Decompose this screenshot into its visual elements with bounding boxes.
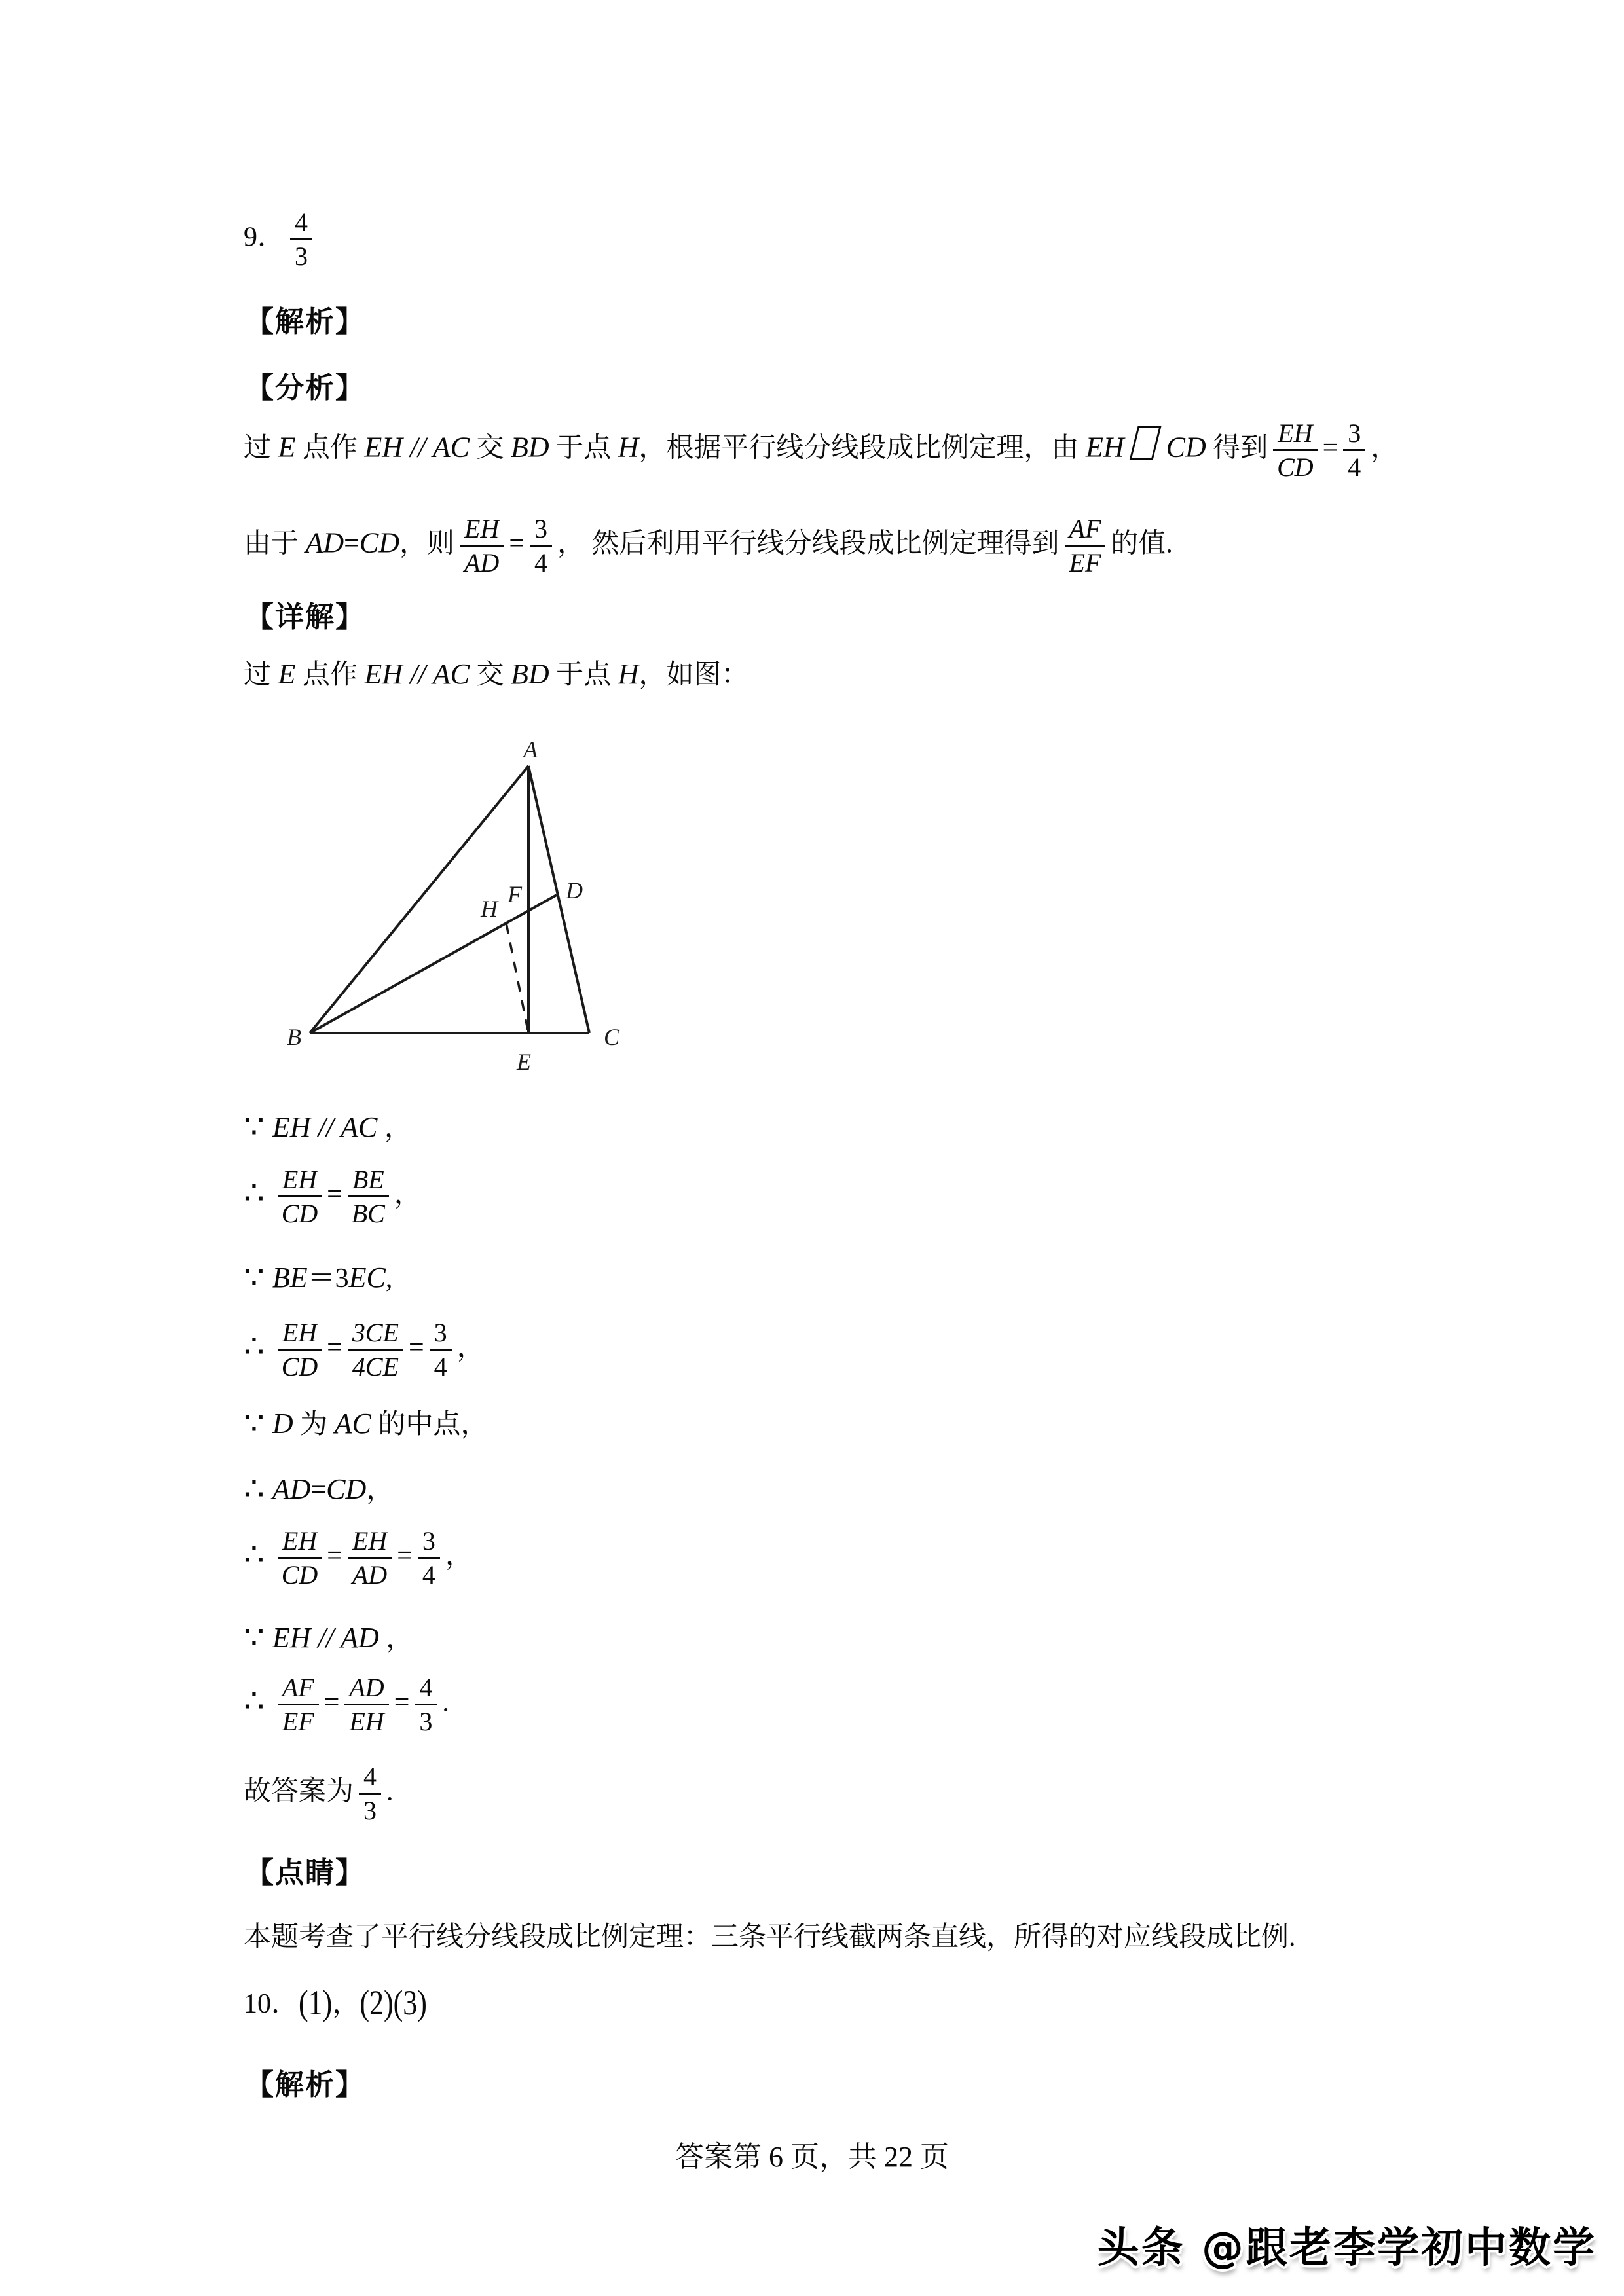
figure-label-E: E	[517, 1049, 531, 1075]
math-run: AD	[305, 526, 344, 559]
fraction	[418, 1527, 440, 1589]
math-run: =	[344, 528, 360, 559]
section-header-jiexi: 【解析】	[245, 306, 365, 338]
fraction-numerator: 3	[530, 515, 552, 547]
math-run: 过	[244, 660, 278, 690]
fraction-numerator: 3	[418, 1527, 440, 1559]
fraction	[1273, 419, 1317, 481]
figure-label-D: D	[566, 877, 583, 903]
conclusion-line	[244, 1762, 394, 1825]
fraction	[348, 1165, 389, 1228]
fraction-denominator: 4	[1348, 452, 1361, 483]
page-footer: 答案第 6 页，共 22 页	[675, 2141, 949, 2173]
math-run: ,	[385, 1264, 393, 1294]
math-run: EH // AC	[272, 1111, 378, 1143]
math-run: ，根据平行线分线段成比例定理，由	[638, 433, 1086, 464]
detail-intro-line	[244, 656, 748, 693]
math-run: 得到	[1206, 433, 1268, 464]
math-run: D	[272, 1408, 293, 1440]
fraction-denominator: CD	[281, 1352, 318, 1382]
fraction-numerator: BE	[348, 1165, 389, 1197]
math-run: EH // AC	[364, 658, 470, 690]
math-run: 故答案为	[244, 1776, 354, 1807]
fraction-denominator: EF	[282, 1707, 314, 1737]
math-run: 9．	[244, 222, 286, 253]
fraction-denominator: 3	[419, 1707, 433, 1737]
math-run: =	[327, 1179, 342, 1210]
math-run: H	[618, 658, 639, 690]
figure-label-A: A	[523, 737, 538, 763]
fraction	[415, 1673, 437, 1736]
math-run: 交	[469, 433, 511, 464]
math-run: ，	[332, 1989, 360, 2019]
step-1	[244, 1106, 412, 1148]
math-run: ，	[445, 1540, 473, 1571]
answer-9-line	[244, 208, 318, 270]
fraction-denominator: 3	[295, 242, 308, 272]
fraction	[278, 1319, 322, 1381]
math-run: =	[1322, 433, 1338, 464]
analysis-paragraph-line-2	[244, 515, 1173, 577]
fraction	[359, 1762, 381, 1825]
math-run: ，	[1371, 433, 1399, 464]
fraction	[278, 1527, 322, 1589]
fraction-numerator: EH	[278, 1319, 322, 1351]
step-8	[244, 1617, 413, 1658]
math-run: CD	[326, 1473, 367, 1505]
therefore-because-symbol: ∵	[244, 1619, 265, 1656]
math-run: =	[394, 1687, 410, 1718]
step-2	[244, 1165, 422, 1228]
fraction-denominator: 4	[434, 1352, 447, 1382]
math-run: =	[323, 1687, 340, 1718]
fraction-numerator: AD	[344, 1673, 388, 1705]
math-run: .	[442, 1687, 449, 1718]
math-run: ，	[366, 1475, 394, 1505]
math-run: =	[327, 1540, 342, 1571]
math-run: =	[310, 1475, 327, 1505]
fraction-denominator: 4	[534, 548, 548, 578]
math-run: 10．	[244, 1989, 299, 2019]
fraction	[278, 1165, 322, 1228]
fraction-numerator: EH	[460, 515, 504, 547]
fraction	[460, 515, 504, 577]
fraction-numerator: 4	[359, 1762, 381, 1795]
fraction	[1065, 515, 1106, 577]
math-run: =	[408, 1332, 424, 1363]
fraction-denominator: EF	[1069, 548, 1101, 578]
math-run: 的中点，	[371, 1410, 489, 1440]
math-run: H	[618, 431, 639, 464]
fraction-denominator: AD	[464, 548, 500, 578]
section-header-xiangjie: 【详解】	[245, 601, 365, 633]
math-run: (1)	[299, 1983, 333, 2023]
math-run: 于点	[549, 433, 618, 464]
fraction-numerator: 3	[1343, 419, 1365, 451]
fraction-denominator: 4CE	[352, 1352, 399, 1382]
math-run: ，	[394, 1179, 422, 1210]
fraction	[290, 208, 312, 270]
fraction-numerator: AF	[1065, 515, 1106, 547]
fraction-numerator: 4	[290, 208, 312, 240]
therefore-because-symbol: ∴	[244, 1536, 265, 1573]
math-run: (3)	[393, 1983, 427, 2023]
math-run: E	[278, 431, 296, 464]
therefore-because-symbol: ∵	[244, 1405, 265, 1442]
fraction-numerator: 3CE	[348, 1319, 403, 1351]
fraction-numerator: 4	[415, 1673, 437, 1705]
missing-glyph-box	[1129, 426, 1161, 460]
fraction-numerator: 3	[430, 1319, 452, 1351]
step-5	[244, 1403, 488, 1444]
fraction	[344, 1673, 388, 1736]
math-run: 的值.	[1111, 528, 1173, 559]
segment-BD	[310, 895, 557, 1033]
geometry-figure	[262, 733, 642, 1090]
fraction-denominator: CD	[1277, 452, 1314, 483]
section-header-dianjing: 【点睛】	[245, 1857, 365, 1889]
fraction-numerator: EH	[1273, 419, 1317, 451]
answer-10-line	[244, 1985, 427, 2022]
math-run: 过	[244, 433, 278, 464]
fraction-denominator: BC	[351, 1199, 385, 1229]
figure-label-F: F	[507, 881, 522, 907]
math-run: 点作	[295, 433, 365, 464]
section-header-fenxi: 【分析】	[245, 372, 365, 404]
fraction-denominator: 4	[422, 1560, 435, 1590]
math-run: .	[386, 1776, 394, 1807]
fraction-numerator: EH	[278, 1527, 322, 1559]
watermark: 头条 @跟老李学初中数学	[1097, 2224, 1596, 2272]
math-run: EH	[1085, 431, 1124, 464]
math-run: ，如图：	[638, 660, 749, 690]
math-run: ，	[456, 1332, 485, 1363]
math-run: (2)	[360, 1983, 394, 2023]
section-header-jiexi-2: 【解析】	[245, 2069, 365, 2101]
therefore-because-symbol: ∵	[244, 1259, 265, 1296]
fraction-numerator: AF	[278, 1673, 319, 1705]
math-run: ， 然后利用平行线分线段成比例定理得到	[557, 528, 1060, 559]
math-run: CD	[359, 526, 399, 559]
figure-label-H: H	[481, 896, 498, 922]
math-run: CD	[1166, 431, 1206, 464]
fraction	[1343, 419, 1365, 481]
math-run: ＝3	[307, 1264, 349, 1294]
fraction	[430, 1319, 452, 1381]
fraction-denominator: CD	[281, 1199, 318, 1229]
step-4	[244, 1319, 485, 1381]
remark-text: 本题考查了平行线分线段成比例定理：三条平行线截两条直线，所得的对应线段成比例.	[244, 1922, 1296, 1952]
figure-label-B: B	[287, 1024, 301, 1050]
fraction-numerator: EH	[348, 1527, 392, 1559]
math-run: 由于	[244, 528, 306, 559]
math-run: AC	[334, 1408, 371, 1440]
math-run: E	[278, 658, 296, 690]
math-run: EH // AC	[364, 431, 470, 464]
fraction-denominator: EH	[349, 1707, 384, 1737]
therefore-because-symbol: ∴	[244, 1328, 265, 1365]
fraction	[348, 1319, 403, 1381]
step-9	[244, 1673, 449, 1736]
math-run: BE	[272, 1262, 308, 1294]
math-run: EH // AD	[272, 1622, 379, 1654]
math-run: ，则	[399, 528, 454, 559]
math-run: ，	[378, 1624, 414, 1654]
segment-EH-dashed	[506, 923, 528, 1033]
analysis-paragraph-line-1	[244, 419, 1398, 481]
math-run: 为	[293, 1410, 335, 1440]
fraction-denominator: AD	[352, 1560, 388, 1590]
math-run: =	[327, 1332, 342, 1363]
math-run: ，	[377, 1113, 412, 1143]
math-run: =	[509, 528, 525, 559]
therefore-because-symbol: ∵	[244, 1108, 265, 1145]
math-run: BD	[510, 431, 549, 464]
fraction	[530, 515, 552, 577]
step-3	[244, 1257, 392, 1298]
step-6	[244, 1468, 394, 1510]
fraction-denominator: CD	[281, 1560, 318, 1590]
fraction	[348, 1527, 392, 1589]
fraction-denominator: 3	[363, 1796, 377, 1826]
therefore-because-symbol: ∴	[244, 1470, 265, 1507]
math-run: 点作	[295, 660, 365, 690]
fraction-numerator: EH	[278, 1165, 322, 1197]
fraction	[278, 1673, 319, 1736]
math-run: =	[397, 1540, 413, 1571]
figure-label-C: C	[604, 1024, 620, 1050]
math-run: BD	[510, 658, 549, 690]
step-7	[244, 1527, 473, 1589]
therefore-because-symbol: ∴	[244, 1683, 265, 1720]
math-run: AD	[272, 1473, 311, 1505]
math-run: 于点	[549, 660, 618, 690]
therefore-because-symbol: ∴	[244, 1175, 265, 1212]
math-run: EC	[348, 1262, 386, 1294]
math-run: 交	[469, 660, 511, 690]
